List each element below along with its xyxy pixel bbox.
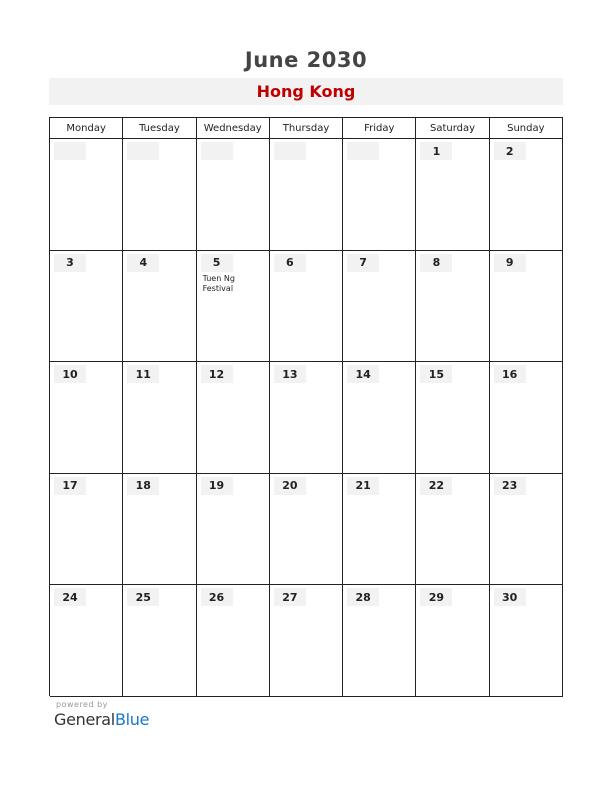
day-cell [197,585,270,696]
weekday-saturday: Saturday [416,118,489,138]
week-row [50,585,563,697]
day-cell [416,251,489,362]
date-number [54,142,86,160]
day-cell [270,139,343,250]
date-number: 5 [201,254,233,272]
weekday-thursday: Thursday [270,118,343,138]
calendar-grid [49,117,563,696]
weekday-monday: Monday [50,118,123,138]
date-number: 24 [54,588,86,606]
date-number [127,142,159,160]
day-cell [50,139,123,250]
date-number: 11 [127,365,159,383]
day-cell [343,251,416,362]
day-cell [50,474,123,585]
day-cell [50,585,123,696]
powered-by-text: powered by [56,700,108,709]
date-number: 14 [347,365,379,383]
day-cell [343,474,416,585]
day-cell [270,585,343,696]
day-cell [416,362,489,473]
date-number [347,142,379,160]
day-cell [490,139,563,250]
day-cell [490,251,563,362]
date-number: 2 [494,142,526,160]
date-number: 9 [494,254,526,272]
date-number: 18 [127,477,159,495]
day-cell [123,474,196,585]
footer [54,700,149,729]
day-cell [490,474,563,585]
date-number: 26 [201,588,233,606]
weekday-header-row [50,118,563,139]
date-number [201,142,233,160]
date-number: 8 [420,254,452,272]
week-row [50,139,563,251]
week-row [50,474,563,586]
date-number: 10 [54,365,86,383]
day-cell [416,139,489,250]
day-cell [343,362,416,473]
date-number: 15 [420,365,452,383]
day-cell [123,362,196,473]
day-cell [270,474,343,585]
day-cell [197,362,270,473]
day-cell [50,251,123,362]
week-row [50,251,563,363]
holiday-event: Tuen Ng Festival [202,273,235,293]
day-cell [343,585,416,696]
day-cell [490,585,563,696]
day-cell [123,251,196,362]
date-number: 28 [347,588,379,606]
day-cell [197,474,270,585]
date-number: 3 [54,254,86,272]
weekday-wednesday: Wednesday [197,118,270,138]
day-cell [270,362,343,473]
day-cell [416,585,489,696]
date-number: 7 [347,254,379,272]
date-number: 6 [274,254,306,272]
month-title: June 2030 [244,48,368,72]
day-cell [123,585,196,696]
day-cell [123,139,196,250]
weekday-tuesday: Tuesday [123,118,196,138]
date-number: 4 [127,254,159,272]
date-number: 30 [494,588,526,606]
date-number: 19 [201,477,233,495]
date-number: 22 [420,477,452,495]
weekday-friday: Friday [343,118,416,138]
day-cell [270,251,343,362]
date-number: 12 [201,365,233,383]
date-number: 23 [494,477,526,495]
day-cell [416,474,489,585]
day-cell [50,362,123,473]
date-number: 17 [54,477,86,495]
date-number: 27 [274,588,306,606]
day-cell [490,362,563,473]
day-cell [343,139,416,250]
day-cell [197,139,270,250]
date-number: 25 [127,588,159,606]
brand-general-text: General [54,710,115,729]
date-number: 16 [494,365,526,383]
brand-blue-text: Blue [114,710,150,729]
date-number: 1 [420,142,452,160]
day-cell [197,251,270,362]
date-number [274,142,306,160]
date-number: 21 [347,477,379,495]
brand-logo[interactable] [54,710,149,729]
date-number: 29 [420,588,452,606]
weekday-sunday: Sunday [490,118,563,138]
country-name: Hong Kong [256,82,356,101]
date-number: 20 [274,477,306,495]
week-row [50,362,563,474]
date-number: 13 [274,365,306,383]
weeks-container [50,139,563,697]
country-banner [49,78,563,105]
